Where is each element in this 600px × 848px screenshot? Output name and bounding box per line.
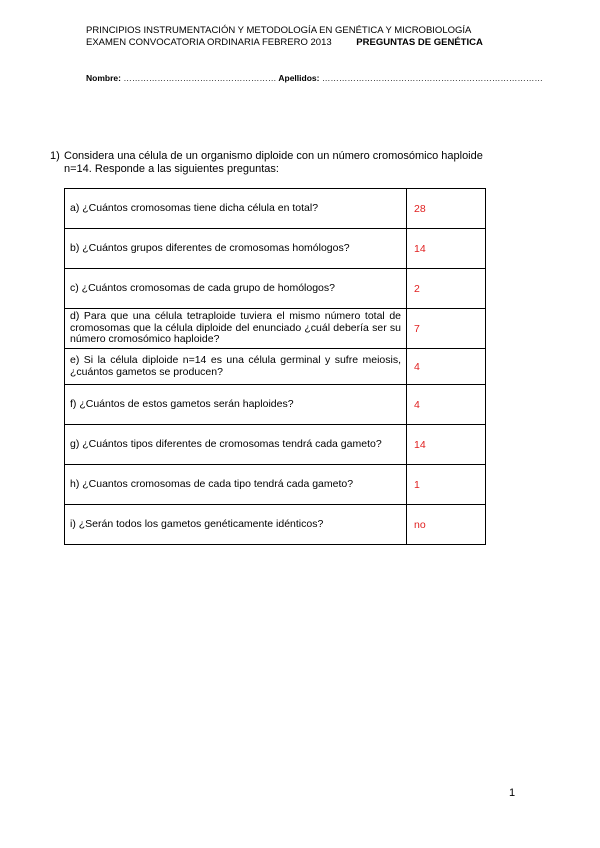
question-cell: f) ¿Cuántos de estos gametos serán haploides? <box>65 385 407 425</box>
question-cell: h) ¿Cuantos cromosomas de cada tipo tendrá cada gameto? <box>65 465 407 505</box>
question-cell: i) ¿Serán todos los gametos genéticamente idénticos? <box>65 505 407 545</box>
answer-cell: 14 <box>407 425 486 465</box>
answer-cell: 2 <box>407 269 486 309</box>
student-name-line <box>86 73 543 83</box>
document-header <box>86 25 483 49</box>
header-section-title: PREGUNTAS DE GENÉTICA <box>356 37 483 48</box>
question-cell: a) ¿Cuántos cromosomas tiene dicha célula en total? <box>65 189 407 229</box>
answer-cell: 1 <box>407 465 486 505</box>
nombre-blank: ……………………………………………… <box>123 73 277 83</box>
header-exam-line <box>86 37 483 49</box>
answer-cell: 4 <box>407 349 486 385</box>
table-row <box>65 465 486 505</box>
table-row <box>65 385 486 425</box>
table-row <box>65 505 486 545</box>
apellidos-label: Apellidos: <box>278 73 320 83</box>
answer-cell: 28 <box>407 189 486 229</box>
question-cell: b) ¿Cuántos grupos diferentes de cromosomas homólogos? <box>65 229 407 269</box>
answer-cell: 7 <box>407 309 486 349</box>
nombre-label: Nombre: <box>86 73 121 83</box>
header-course-title: PRINCIPIOS INSTRUMENTACIÓN Y METODOLOGÍA EN GENÉTICA Y MICROBIOLOGÍA <box>86 25 472 36</box>
question-number: 1) <box>50 150 60 162</box>
question-cell: e) Si la célula diploide n=14 es una célula germinal y sufre meiosis, ¿cuántos gametos se producen? <box>65 349 407 385</box>
question-cell: d) Para que una célula tetraploide tuviera el mismo número total de cromosomas que la célula diploide del enunciado ¿cuál debería ser su número cromosómico haploide? <box>65 309 407 349</box>
table-row <box>65 229 486 269</box>
question-1 <box>50 150 500 176</box>
answer-cell: 14 <box>407 229 486 269</box>
table-row <box>65 349 486 385</box>
table-row <box>65 269 486 309</box>
question-text: Considera una célula de un organismo diploide con un número cromosómico haploide n=14. Responde a las siguientes preguntas: <box>64 150 483 175</box>
answers-table <box>64 188 486 545</box>
apellidos-blank: …………………………………………………………………… <box>321 73 543 83</box>
answer-cell: no <box>407 505 486 545</box>
page-number: 1 <box>509 787 516 799</box>
question-cell: g) ¿Cuántos tipos diferentes de cromosomas tendrá cada gameto? <box>65 425 407 465</box>
question-cell: c) ¿Cuántos cromosomas de cada grupo de homólogos? <box>65 269 407 309</box>
header-exam-info: EXAMEN CONVOCATORIA ORDINARIA FEBRERO 2013 <box>86 37 332 48</box>
answer-cell: 4 <box>407 385 486 425</box>
table-row <box>65 189 486 229</box>
table-row <box>65 425 486 465</box>
table-row <box>65 309 486 349</box>
